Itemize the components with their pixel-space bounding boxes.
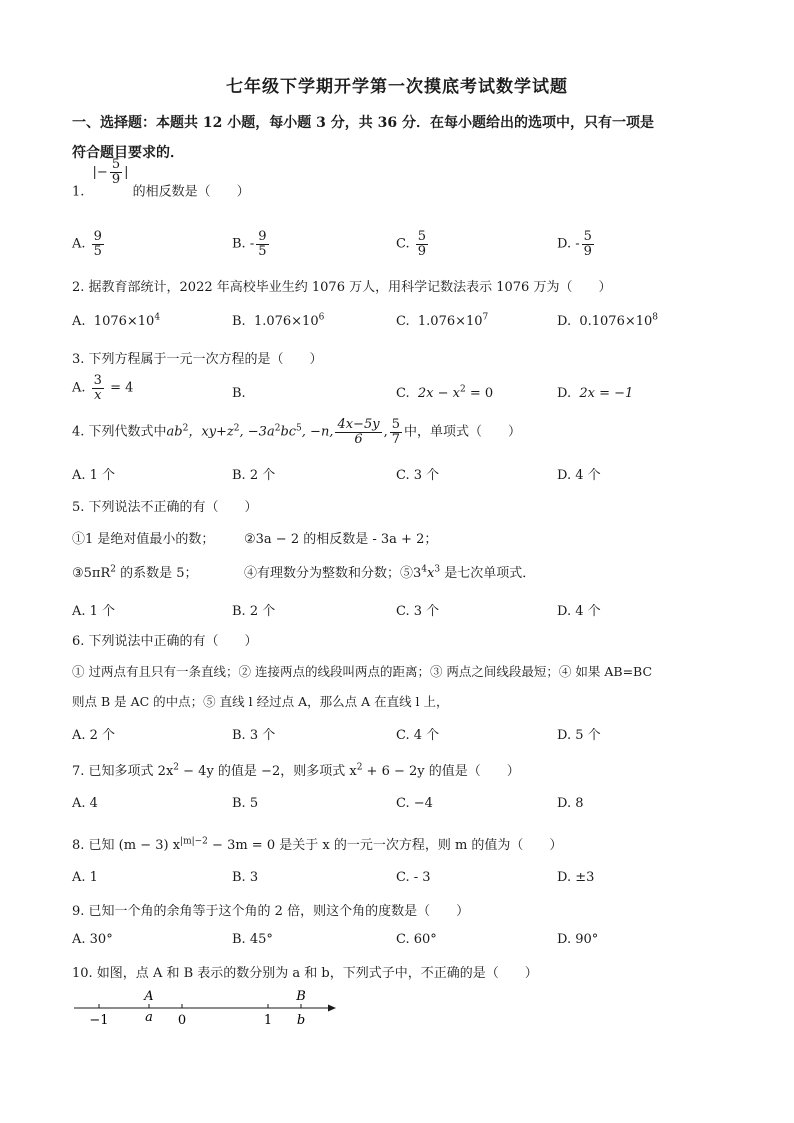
section-heading <box>72 108 732 168</box>
q7-option-c[interactable]: C. −4 <box>396 796 433 811</box>
question-5: 5. 下列说法不正确的有（ ） <box>72 500 258 515</box>
q1-option-a[interactable]: A. $\frac{9}{5}$ <box>72 229 102 259</box>
q7-option-b[interactable]: B. 5 <box>232 796 259 811</box>
q5-option-d[interactable]: D. 4 个 <box>557 604 601 619</box>
question-2: 2. 据教育部统计，2022 年高校毕业生约 1076 万人，用科学记数法表示 1076 万为（ ） <box>72 280 612 295</box>
label-value-a: a <box>145 1010 153 1025</box>
q5-statement-3: $③5\pi R^2$ 的系数是 5； <box>72 564 198 581</box>
tick-label-one: 1 <box>263 1013 273 1028</box>
q2-option-c[interactable]: C. $1.076\times 10^7$ <box>396 312 489 329</box>
q5-statement-1: ①1 是绝对值最小的数； <box>72 532 215 547</box>
q1-option-d[interactable]: D. - $\frac{5}{9}$ <box>557 229 592 259</box>
q6-option-a[interactable]: A. 2 个 <box>72 728 116 743</box>
question-1 <box>72 157 250 206</box>
q8-option-a[interactable]: A. 1 <box>72 870 98 885</box>
q5-option-b[interactable]: B. 2 个 <box>232 604 276 619</box>
q6-statements-line1: ① 过两点有且只有一条直线；② 连接两点的线段叫两点的距离；③ 两点之间线段最短；④ 如果 AB=BC <box>72 664 653 679</box>
label-point-a: A <box>144 989 154 1004</box>
q9-option-c[interactable]: C. 60° <box>396 932 437 947</box>
q4-option-d[interactable]: D. 4 个 <box>557 468 601 483</box>
q5-statement-4-5: ④有理数分为整数和分数；$⑤3^4x^3$ 是七次单项式． <box>244 564 536 581</box>
question-text: 的相反数是（ ） <box>132 184 250 200</box>
q9-option-d[interactable]: D. 90° <box>557 932 599 947</box>
q4-option-b[interactable]: B. 2 个 <box>232 468 276 483</box>
label-value-b: b <box>296 1013 306 1028</box>
q6-option-c[interactable]: C. 4 个 <box>396 728 440 743</box>
fraction: $\frac{5}{9}$ <box>111 157 121 187</box>
number-line-arrow <box>328 1005 336 1012</box>
q1-option-b[interactable]: B. - $\frac{9}{5}$ <box>232 229 267 259</box>
q6-option-b[interactable]: B. 3 个 <box>232 728 276 743</box>
section-heading-line2: 符合题目要求的． <box>72 145 184 161</box>
question-8: 8. 已知 (m − 3) $x^{|m|-2} - 3m = 0$ 是关于 x 的一元一次方程，则 m 的值为（ ） <box>72 836 563 853</box>
question-9: 9. 已知一个角的余角等于这个角的 2 倍，则这个角的度数是（ ） <box>72 904 470 919</box>
q5-option-c[interactable]: C. 3 个 <box>396 604 440 619</box>
q7-option-a[interactable]: A. 4 <box>72 796 98 811</box>
q3-option-d[interactable]: D. 2x = −1 <box>557 386 634 401</box>
q2-option-b[interactable]: B. $1.076\times 10^6$ <box>232 312 325 329</box>
q4-option-a[interactable]: A. 1 个 <box>72 468 116 483</box>
question-4: 4. 下列代数式中$ab^2$，$xy+z^2$, $-3a^2bc^5$, −n, $\frac{4x-5y}{6}$ , $\frac{5}{7}$ 中，单项式（ ） <box>72 417 522 447</box>
q8-option-c[interactable]: C. - 3 <box>396 870 431 885</box>
abs-bar-right: | <box>124 164 129 180</box>
section-heading-line1: 一、选择题：本题共 12 小题，每小题 3 分，共 36 分．在每小题给出的选项中，只有一项是 <box>72 115 654 131</box>
q3-option-c[interactable]: C. $2x - x^2 = 0$ <box>396 384 494 401</box>
question-number: 1. <box>72 184 85 200</box>
question-3: 3. 下列方程属于一元一次方程的是（ ） <box>72 352 323 367</box>
abs-bar-left: |− <box>92 164 108 180</box>
q6-statements-line2: 则点 B 是 AC 的中点；⑤ 直线 l 经过点 A，那么点 A 在直线 l 上， <box>72 694 449 709</box>
q3-option-a[interactable]: A. $\frac{3}{x}$ = 4 <box>72 373 134 403</box>
tick-label-zero: 0 <box>177 1013 187 1028</box>
q5-option-a[interactable]: A. 1 个 <box>72 604 116 619</box>
q1-option-c[interactable]: C. $\frac{5}{9}$ <box>396 229 427 259</box>
q2-option-d[interactable]: D. $0.1076\times 10^8$ <box>557 312 659 329</box>
q8-option-b[interactable]: B. 3 <box>232 870 259 885</box>
q4-option-c[interactable]: C. 3 个 <box>396 468 440 483</box>
number-line-figure <box>66 984 346 1030</box>
page-title: 七年级下学期开学第一次摸底考试数学试题 <box>226 77 568 97</box>
label-point-b: B <box>296 989 306 1004</box>
q5-statement-2: ②3a − 2 的相反数是 - 3a + 2； <box>244 532 438 547</box>
q8-option-d[interactable]: D. ±3 <box>557 870 595 885</box>
tick-label-neg-one: −1 <box>89 1013 109 1028</box>
question-6: 6. 下列说法中正确的有（ ） <box>72 634 258 649</box>
q7-option-d[interactable]: D. 8 <box>557 796 584 811</box>
q2-option-a[interactable]: A. $1076\times 10^4$ <box>72 312 161 329</box>
question-10: 10. 如图，点 A 和 B 表示的数分别为 a 和 b，下列式子中，不正确的是（ ） <box>72 966 538 981</box>
q9-option-a[interactable]: A. 30° <box>72 932 113 947</box>
q9-option-b[interactable]: B. 45° <box>232 932 273 947</box>
q3-option-b[interactable]: B. <box>232 386 246 401</box>
question-7: 7. 已知多项式 $2x^2 - 4y$ 的值是 −2，则多项式 $x^2 + 6 - 2y$ 的值是（ ） <box>72 762 520 779</box>
q6-option-d[interactable]: D. 5 个 <box>557 728 601 743</box>
